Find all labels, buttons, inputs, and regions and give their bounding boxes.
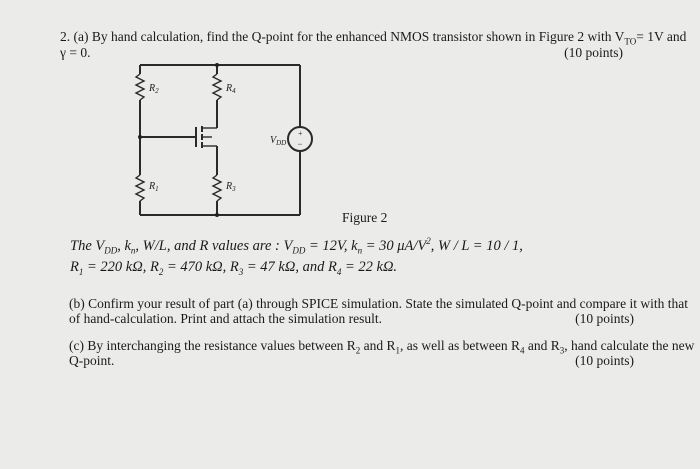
part-b-line1: (b) Confirm your result of part (a) through SPICE simulation. State the simulated Q-point and compare it with that — [69, 296, 689, 311]
label-r4: $R_4$ — [226, 83, 236, 95]
vdd-plus-sign: + — [298, 129, 303, 138]
resistor-r4 — [213, 74, 221, 100]
junction-gate — [138, 135, 142, 139]
junction-top — [215, 63, 219, 67]
points-part-a: (10 points) — [564, 45, 623, 60]
vdd-minus-sign: − — [297, 139, 303, 149]
part-b-line2: of hand-calculation. Print and attach the simulation result. — [69, 311, 383, 326]
problem-statement-line1: 2. (a) By hand calculation, find the Q-point for the enhanced NMOS transistor shown in Figure 2 with $V_{TO}= 1V$ and — [60, 29, 687, 47]
given-values-line2: $R_1 = 220$ kΩ, $R_2 = 470$ kΩ, $R_3 = 47$ kΩ, and $R_4 = 22$ kΩ. — [70, 259, 398, 277]
figure-caption: Figure 2 — [342, 210, 388, 225]
points-part-c: (10 points) — [575, 353, 634, 368]
resistor-r2 — [136, 74, 144, 100]
resistor-r3 — [213, 175, 221, 201]
label-r3: $R_3$ — [226, 181, 236, 193]
problem-statement-line2: γ = 0. — [60, 45, 91, 60]
junction-bottom — [215, 213, 219, 217]
points-part-b: (10 points) — [575, 311, 634, 326]
given-values-line1: The $V_{DD}$, $k_n$, W/L, and R values are : $V_{DD} = 12V$, $k_n = 30$ $\mu A/V^2$, W / L = 10 / 1, — [70, 236, 523, 256]
label-r1: $R_1$ — [149, 181, 159, 193]
label-vdd: $V_{DD}$ — [270, 135, 287, 147]
label-r2: $R_2$ — [149, 83, 159, 95]
part-c-line1: (c) By interchanging the resistance values between $R_2$ and $R_1$, as well as between $R_4$ and $R_3$, hand calculate the new — [69, 338, 695, 356]
resistor-r1 — [136, 175, 144, 201]
part-c-line2: Q-point. — [69, 353, 115, 368]
circuit-diagram — [60, 60, 340, 225]
